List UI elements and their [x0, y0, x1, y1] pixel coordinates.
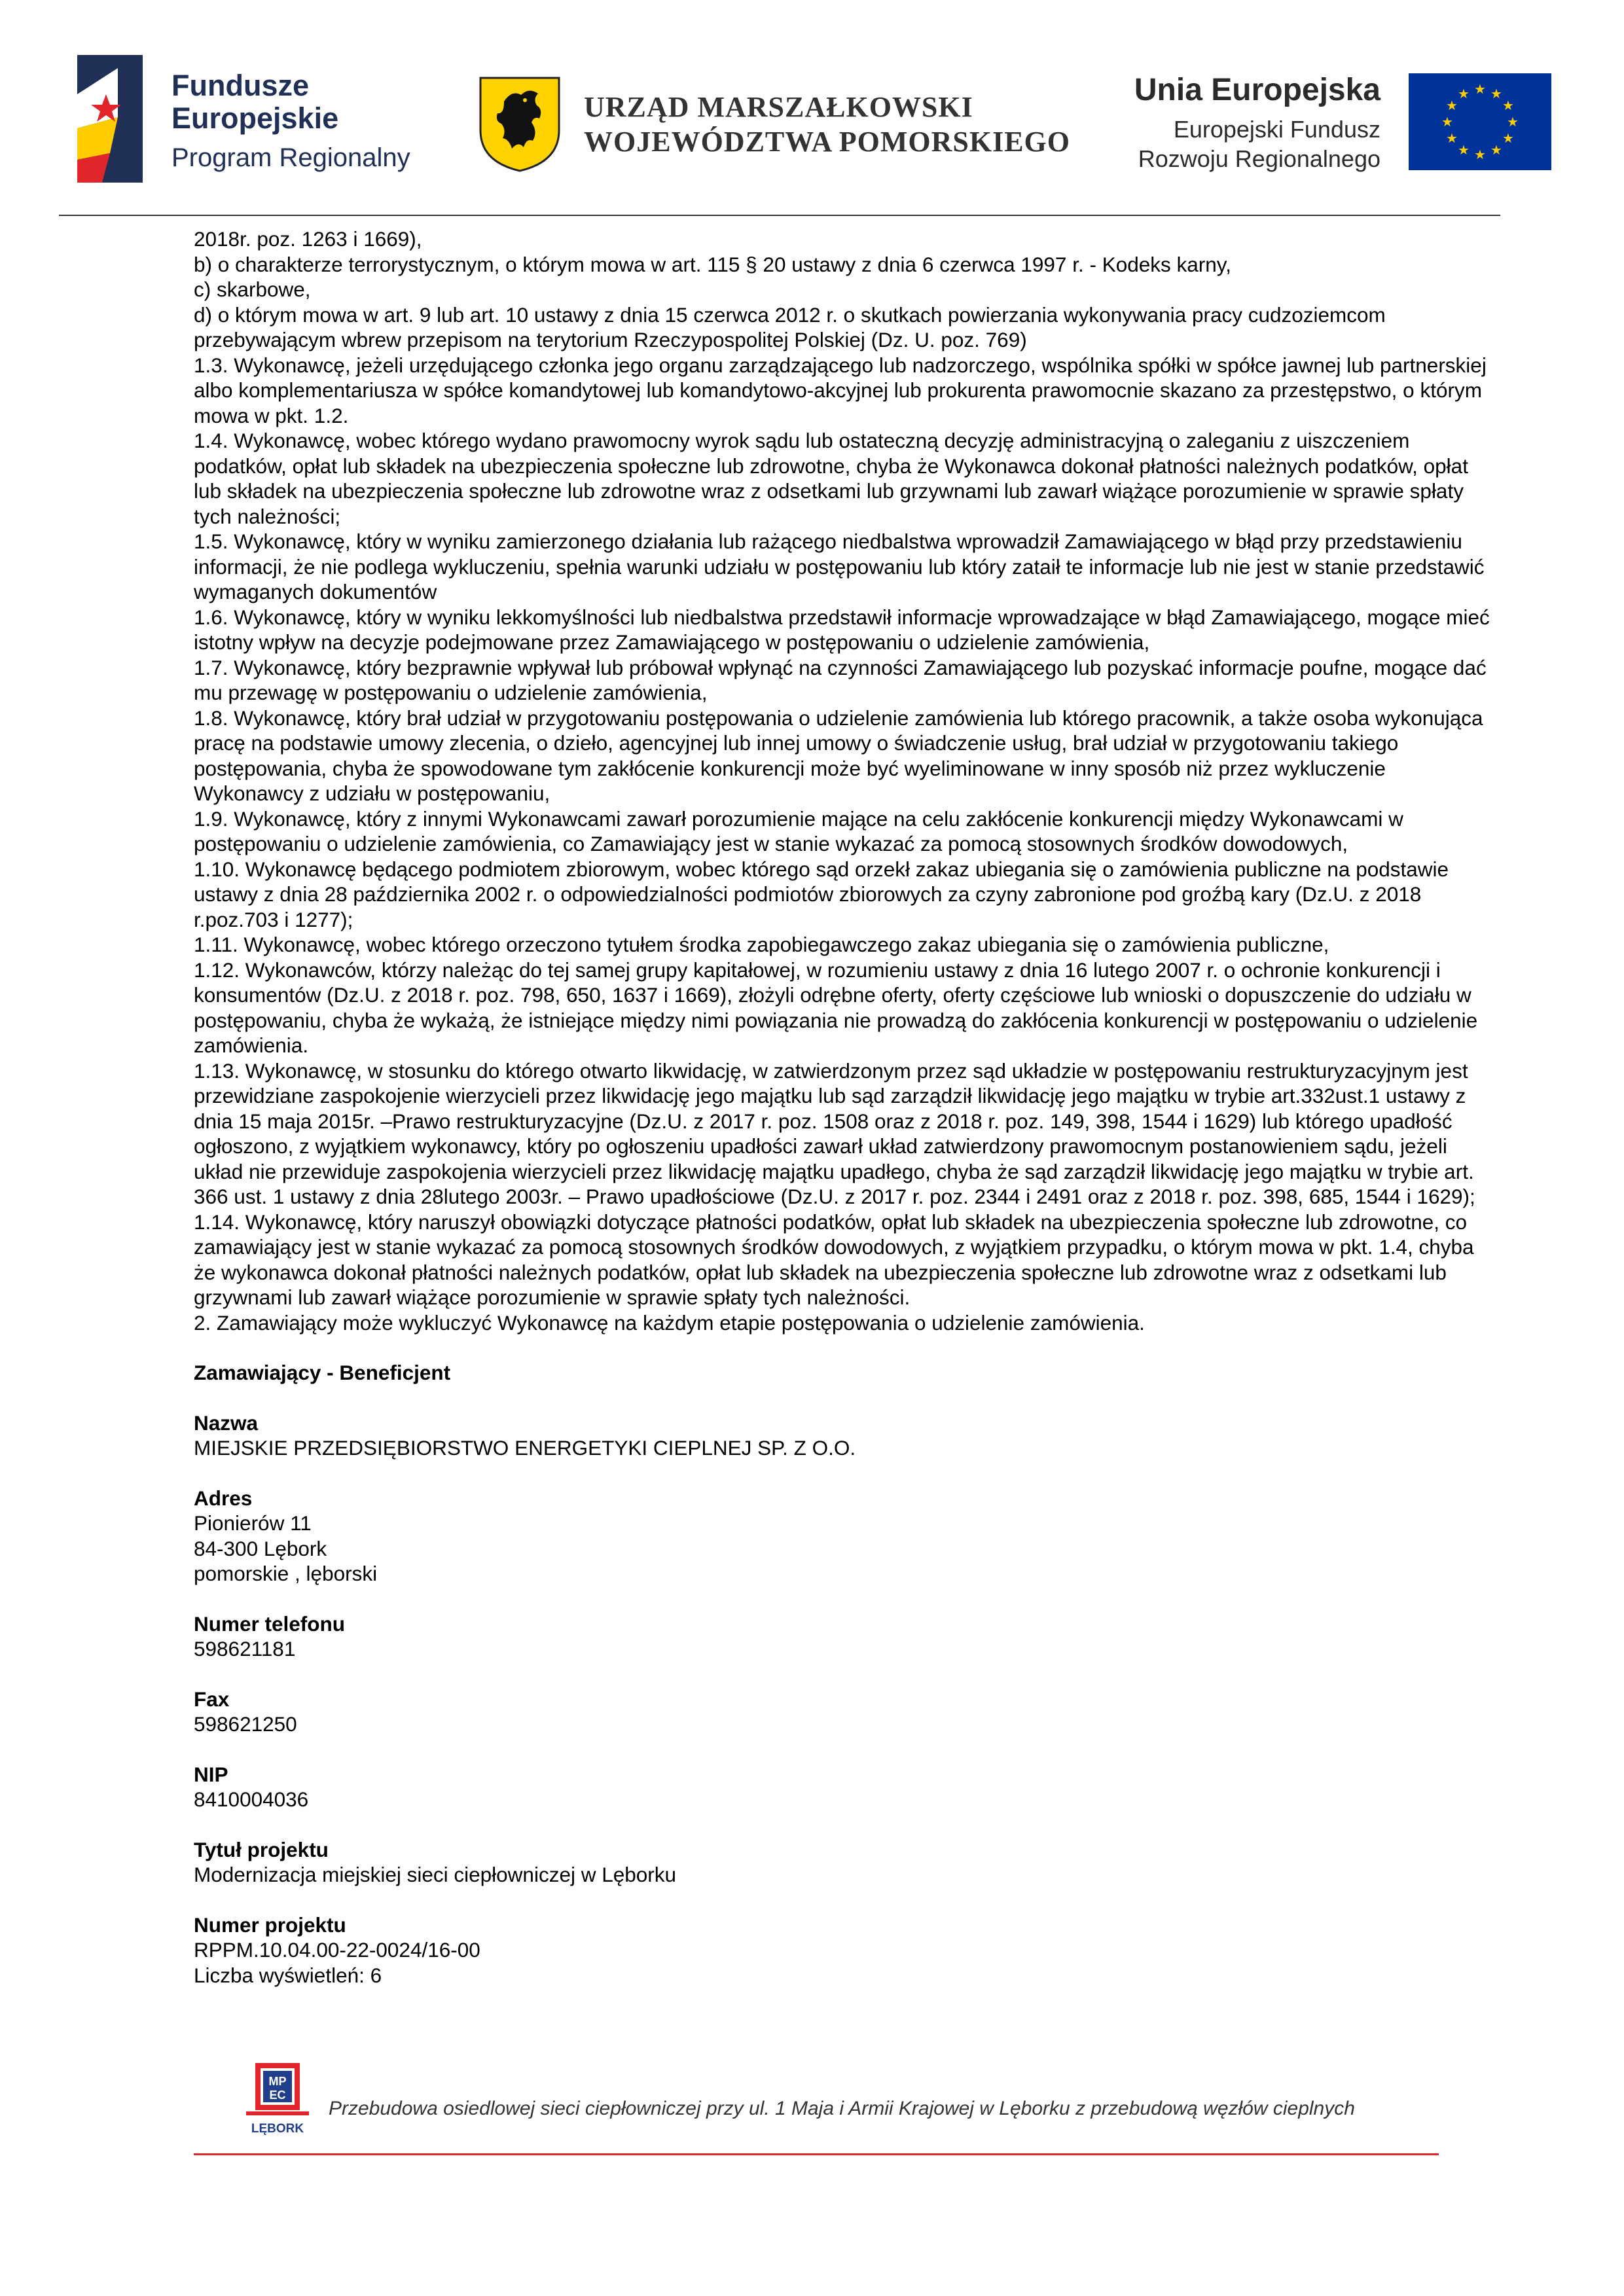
pom-line2: WOJEWÓDZTWA POMORSKIEGO	[584, 125, 1070, 158]
pomorskie-griffin-crest-icon	[478, 75, 562, 172]
footer-project-text: Przebudowa osiedlowej sieci ciepłowniczej przy ul. 1 Maja i Armii Krajowej w Lęborku z przebudową węzłów cieplnych	[329, 2098, 1355, 2119]
eu-flag-icon	[1409, 73, 1551, 170]
section-title: Zamawiający - Beneficjent	[194, 1361, 451, 1384]
nazwa-value: MIEJSKIE PRZEDSIĘBIORSTWO ENERGETYKI CIEPLNEJ SP. Z O.O.	[194, 1436, 856, 1460]
pom-line1: URZĄD MARSZAŁKOWSKI	[584, 91, 973, 123]
paragraph: 1.11. Wykonawcę, wobec którego orzeczono tytułem środka zapobiegawczego zakaz ubiegania się o zamówienia publiczne,	[194, 933, 1329, 956]
adres-label: Adres	[194, 1486, 253, 1510]
eu-line3: Rozwoju Regionalnego	[1138, 145, 1380, 172]
fax-value: 598621250	[194, 1712, 297, 1736]
paragraph: d) o którym mowa w art. 9 lub art. 10 ustawy z dnia 15 czerwca 2012 r. o skutkach powierzania wykonywania pracy cudzoziemcom przebywającym wbrew przepisom na terytorium Rzeczypospolitej Polskiej (Dz. U. poz. 769)	[194, 302, 1386, 351]
nazwa-label: Nazwa	[194, 1410, 259, 1435]
paragraph: b) o charakterze terrorystycznym, o którym mowa w art. 115 § 20 ustawy z dnia 6 czerwca 1997 r. - Kodeks karny,	[194, 252, 1231, 276]
fundusze-europejskie-text	[171, 69, 410, 172]
paragraph: 2018r. poz. 1263 i 1669),	[194, 227, 422, 251]
paragraph: 1.5. Wykonawcę, który w wyniku zamierzonego działania lub rażącego niedbalstwa wprowadził Zamawiającego w błąd przy przedstawieniu informacji, że nie podlega wykluczeniu, spełnia warunki udziału w postępowaniu lub który zataił te informacje lub nie jest w stanie przedstawić wymaganych dokumentów	[194, 529, 1485, 603]
svg-text:★: ★	[1502, 98, 1514, 113]
svg-text:★: ★	[1446, 130, 1458, 146]
svg-text:★: ★	[1441, 114, 1453, 130]
numer-projektu-value: RPPM.10.04.00-22-0024/16-00	[194, 1938, 480, 1962]
fax-label: Fax	[194, 1687, 230, 1711]
eu-line1: Unia Europejska	[1134, 73, 1380, 107]
adres-line1: Pionierów 11	[194, 1511, 312, 1535]
paragraph: 1.10. Wykonawcę będącego podmiotem zbiorowym, wobec którego sąd orzekł zakaz ubiegania się o zamówienia publiczne na podstawie ustawy z dnia 28 października 2002 r. o odpowiedzialności podmiotów zbiorowych za czyny zabronione pod groźbą kary (Dz.U. z 2018 r.poz.703 i 1277);	[194, 857, 1449, 931]
paragraph: 1.3. Wykonawcę, jeżeli urzędującego członka jego organu zarządzającego lub nadzorczego, wspólnika spółki w spółce jawnej lub partnerskiej albo komplementariusza w spółce komandytowej lub komandytowo-akcyjnej lub prokurenta prawomocnie skazano za przestępstwo, o którym mowa w pkt. 1.2.	[194, 353, 1487, 427]
fundusze-europejskie-logo	[77, 55, 143, 183]
unia-europejska-text	[1134, 73, 1380, 173]
svg-text:★: ★	[1490, 86, 1502, 101]
svg-text:★: ★	[1474, 81, 1486, 97]
paragraph: 1.9. Wykonawcę, który z innymi Wykonawcami zawarł porozumienie mające na celu zakłócenie konkurencji między Wykonawcami w postępowaniu o udzielenie zamówienia, co Zamawiający jest w stanie wykazać za pomocą stosownych środków dowodowych,	[194, 806, 1403, 855]
adres-line2: 84-300 Lębork	[194, 1536, 327, 1560]
svg-text:★: ★	[1490, 142, 1502, 158]
mpec-logo-city: LĘBORK	[251, 2122, 304, 2136]
tytul-projektu-label: Tytuł projektu	[194, 1837, 329, 1861]
eu-line2: Europejski Fundusz	[1173, 115, 1380, 143]
paragraph: 1.14. Wykonawcę, który naruszył obowiązki dotyczące płatności podatków, opłat lub składek na ubezpieczenia społeczne lub zdrowotne, co zamawiający jest w stanie wykazać za pomocą stosownych środków dowodowych, z wyjątkiem przypadku, o którym mowa w pkt. 1.4, chyba że wykonawca dokonał płatności należnych podatków, opłat lub składek na ubezpieczenia społeczne lub zdrowotne wraz z odsetkami lub grzywnami lub zawarł wiążące porozumienie w sprawie spłaty tych należności.	[194, 1210, 1474, 1309]
numer-projektu-label: Numer projektu	[194, 1912, 346, 1937]
svg-text:★: ★	[1446, 98, 1458, 113]
footer-divider	[194, 2153, 1439, 2155]
telefon-value: 598621181	[194, 1637, 296, 1660]
tytul-projektu-value: Modernizacja miejskiej sieci ciepłowniczej w Lęborku	[194, 1863, 677, 1886]
paragraph: 1.8. Wykonawcę, który brał udział w przygotowaniu postępowania o udzielenie zamówienia lub którego pracownik, a także osoba wykonująca pracę na podstawie umowy zlecenia, o dzieło, agencyjnej lub innej umowy o świadczenie usług, brał udział w przygotowaniu takiego postępowania, chyba że spowodowane tym zakłócenie konkurencji może być wyeliminowane w inny sposób niż przez wykluczenie Wykonawcy z udziału w postępowaniu,	[194, 706, 1483, 805]
page-header	[0, 0, 1624, 216]
paragraph: 2. Zamawiający może wykluczyć Wykonawcę na każdym etapie postępowania o udzielenie zamówienia.	[194, 1310, 1145, 1335]
svg-text:★: ★	[1502, 130, 1514, 146]
paragraph: 1.4. Wykonawcę, wobec którego wydano prawomocny wyrok sądu lub ostateczną decyzję administracyjną o zaleganiu z uiszczeniem podatków, opłat lub składek na ubezpieczenia społeczne lub zdrowotne, chyba że Wykonawca dokonał płatności należnych podatków, opłat lub składek na ubezpieczenia społeczne lub zdrowotne wraz z odsetkami lub grzywnami lub zawarł wiążące porozumienie w sprawie spłaty tych należności;	[194, 429, 1468, 528]
telefon-label: Numer telefonu	[194, 1611, 346, 1636]
fe-line3: Program Regionalny	[171, 143, 410, 172]
mpec-logo-mid: EC	[269, 2089, 286, 2102]
svg-text:★: ★	[1458, 86, 1470, 101]
svg-text:★: ★	[1458, 142, 1470, 158]
fe-line2: Europejskie	[171, 101, 339, 135]
document-body	[194, 226, 1496, 1988]
header-divider	[59, 215, 1500, 216]
views-count: Liczba wyświetleń: 6	[194, 1963, 382, 1987]
fe-line1: Fundusze	[171, 69, 309, 102]
svg-text:★: ★	[1507, 114, 1519, 130]
paragraph: c) skarbowe,	[194, 278, 311, 301]
paragraph: 1.12. Wykonawców, którzy należąc do tej samej grupy kapitałowej, w rozumieniu ustawy z dnia 16 lutego 2007 r. o ochronie konkurencji i konsumentów (Dz.U. z 2018 r. poz. 798, 650, 1637 i 1669), złożyli odrębne oferty, oferty częściowe lub wnioski o dopuszczenie do udziału w postępowaniu, chyba że wykażą, że istniejące między nimi powiązania nie prowadzą do zakłócenia konkurencji w postępowaniu o udzielenie zamówienia.	[194, 958, 1478, 1057]
svg-text:★: ★	[1474, 147, 1486, 162]
nip-value: 8410004036	[194, 1787, 309, 1811]
page-footer	[0, 2055, 1624, 2186]
urzad-marszalkowski-text	[584, 90, 1070, 160]
paragraph: 1.6. Wykonawcę, który w wyniku lekkomyślności lub niedbalstwa przedstawił informacje wprowadzające w błąd Zamawiającego, mogące mieć istotny wpływ na decyzje podejmowane przez Zamawiającego w postępowaniu o udzielenie zamówienia,	[194, 605, 1490, 654]
paragraph: 1.7. Wykonawcę, który bezprawnie wpływał lub próbował wpłynąć na czynności Zamawiającego lub pozyskać informacje poufne, mogące dać mu przewagę w postępowaniu o udzielenie zamówienia,	[194, 655, 1487, 704]
nip-label: NIP	[194, 1762, 228, 1786]
mpec-lebork-logo	[244, 2062, 312, 2140]
adres-line3: pomorskie , lęborski	[194, 1562, 378, 1585]
mpec-logo-top: MP	[268, 2075, 287, 2088]
paragraph: 1.13. Wykonawcę, w stosunku do którego otwarto likwidację, w zatwierdzonym przez sąd układzie w postępowaniu restrukturyzacyjnym jest przewidziane zaspokojenie wierzycieli przez likwidację jego majątku lub sąd zarządził likwidację jego majątku w trybie art.332ust.1 ustawy z dnia 15 maja 2015r. –Prawo restrukturyzacyjne (Dz.U. z 2017 r. poz. 1508 oraz z 2018 r. poz. 149, 398, 1544 i 1629) lub którego upadłość ogłoszono, z wyjątkiem wykonawcy, który po ogłoszeniu upadłości zawarł układ zatwierdzony prawomocnym postanowieniem sądu, jeżeli układ nie przewiduje zaspokojenia wierzycieli przez likwidację majątku upadłego, chyba że sąd zarządził likwidację jego majątku w trybie art. 366 ust. 1 ustawy z dnia 28lutego 2003r. – Prawo upadłościowe (Dz.U. z 2017 r. poz. 2344 i 2491 oraz z 2018 r. poz. 398, 685, 1544 i 1629);	[194, 1058, 1475, 1208]
